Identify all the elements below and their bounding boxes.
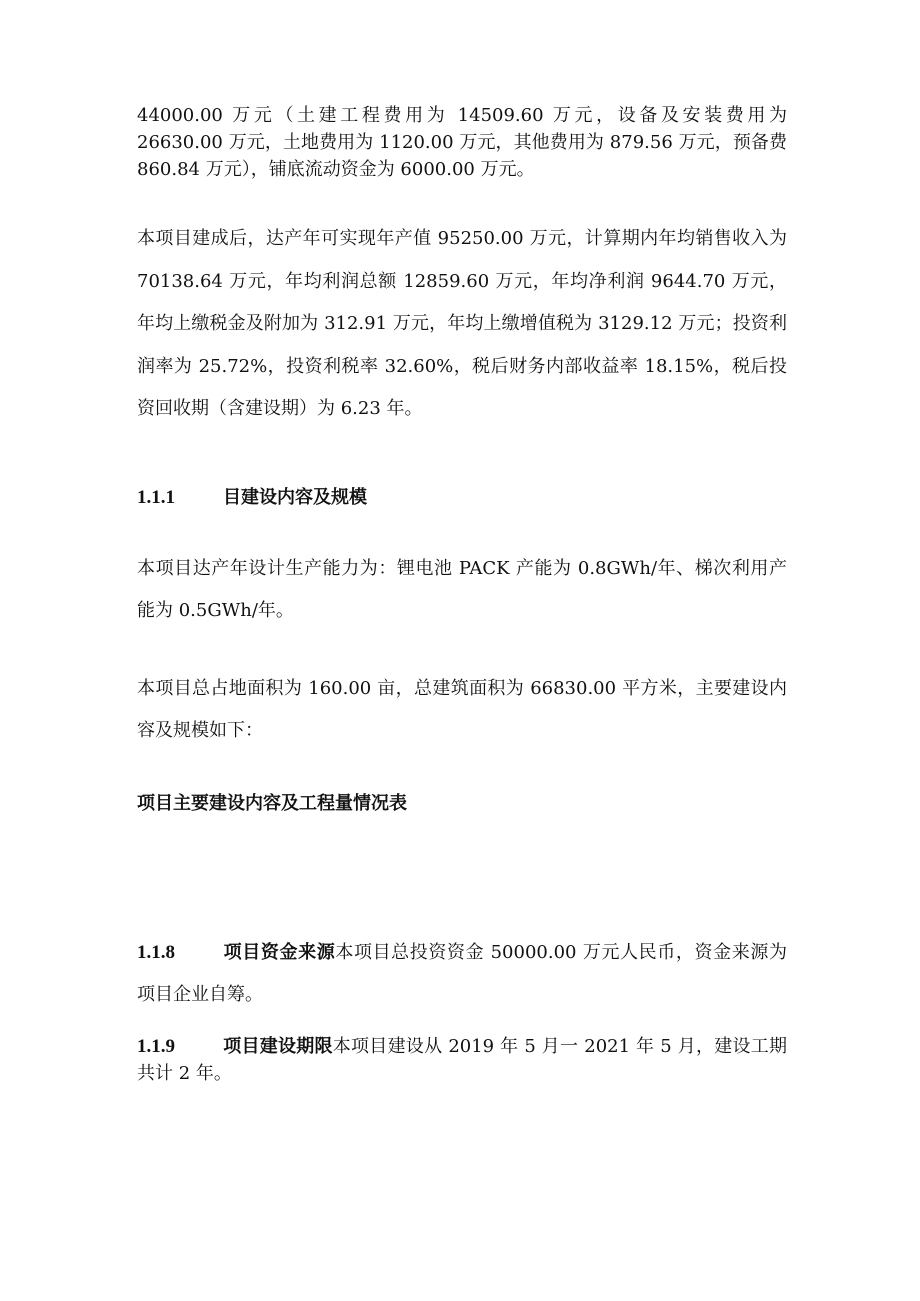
- capacity-paragraph: 本项目达产年设计生产能力为：锂电池 PACK 产能为 0.8GWh/年、梯次利用产能为 0.5GWh/年。: [137, 558, 787, 621]
- section-text: 本项目总投资资金 50000.00 万元人民币，资金来源为项目企业自筹。: [137, 942, 788, 1005]
- section-number: 1.1.1: [137, 487, 175, 508]
- economics-paragraph: 本项目建成后，达产年可实现年产值 95250.00 万元，计算期内年均销售收入为 70138.64 万元，年均利润总额 12859.60 万元，年均净利润 9644.70 万元，年均上缴税金及附加为 312.91 万元，年均上缴增值税为 3129.12 万元；投资利润率为 25.72%，投资利税率 32.60%，税后财务内部收益率 18.15%，税后投资回收期（含建设期）为 6.23 年。: [137, 228, 787, 419]
- section-1-1-8-paragraph: [137, 932, 787, 1016]
- section-heading-1-1-1: [137, 486, 787, 510]
- land-paragraph: 本项目总占地面积为 160.00 亩，总建筑面积为 66830.00 平方米，主要建设内容及规模如下：: [137, 678, 787, 741]
- section-number: 1.1.9: [137, 1036, 175, 1057]
- section-text: 本项目建设从 2019 年 5 月一 2021 年 5 月，建设工期共计 2 年。: [137, 1036, 787, 1084]
- section-1-1-9-paragraph: [137, 1033, 787, 1087]
- section-number: 1.1.8: [137, 942, 175, 963]
- table-title: 项目主要建设内容及工程量情况表: [137, 793, 407, 814]
- investment-breakdown-paragraph: 44000.00 万元（土建工程费用为 14509.60 万元，设备及安装费用为 26630.00 万元，土地费用为 1120.00 万元，其他费用为 879.56 万元，预备费 860.84 万元），铺底流动资金为 6000.00 万元。: [137, 105, 787, 180]
- section-title: 目建设内容及规模: [223, 487, 367, 508]
- section-title: 项目资金来源: [223, 942, 336, 963]
- section-title: 项目建设期限: [223, 1036, 333, 1057]
